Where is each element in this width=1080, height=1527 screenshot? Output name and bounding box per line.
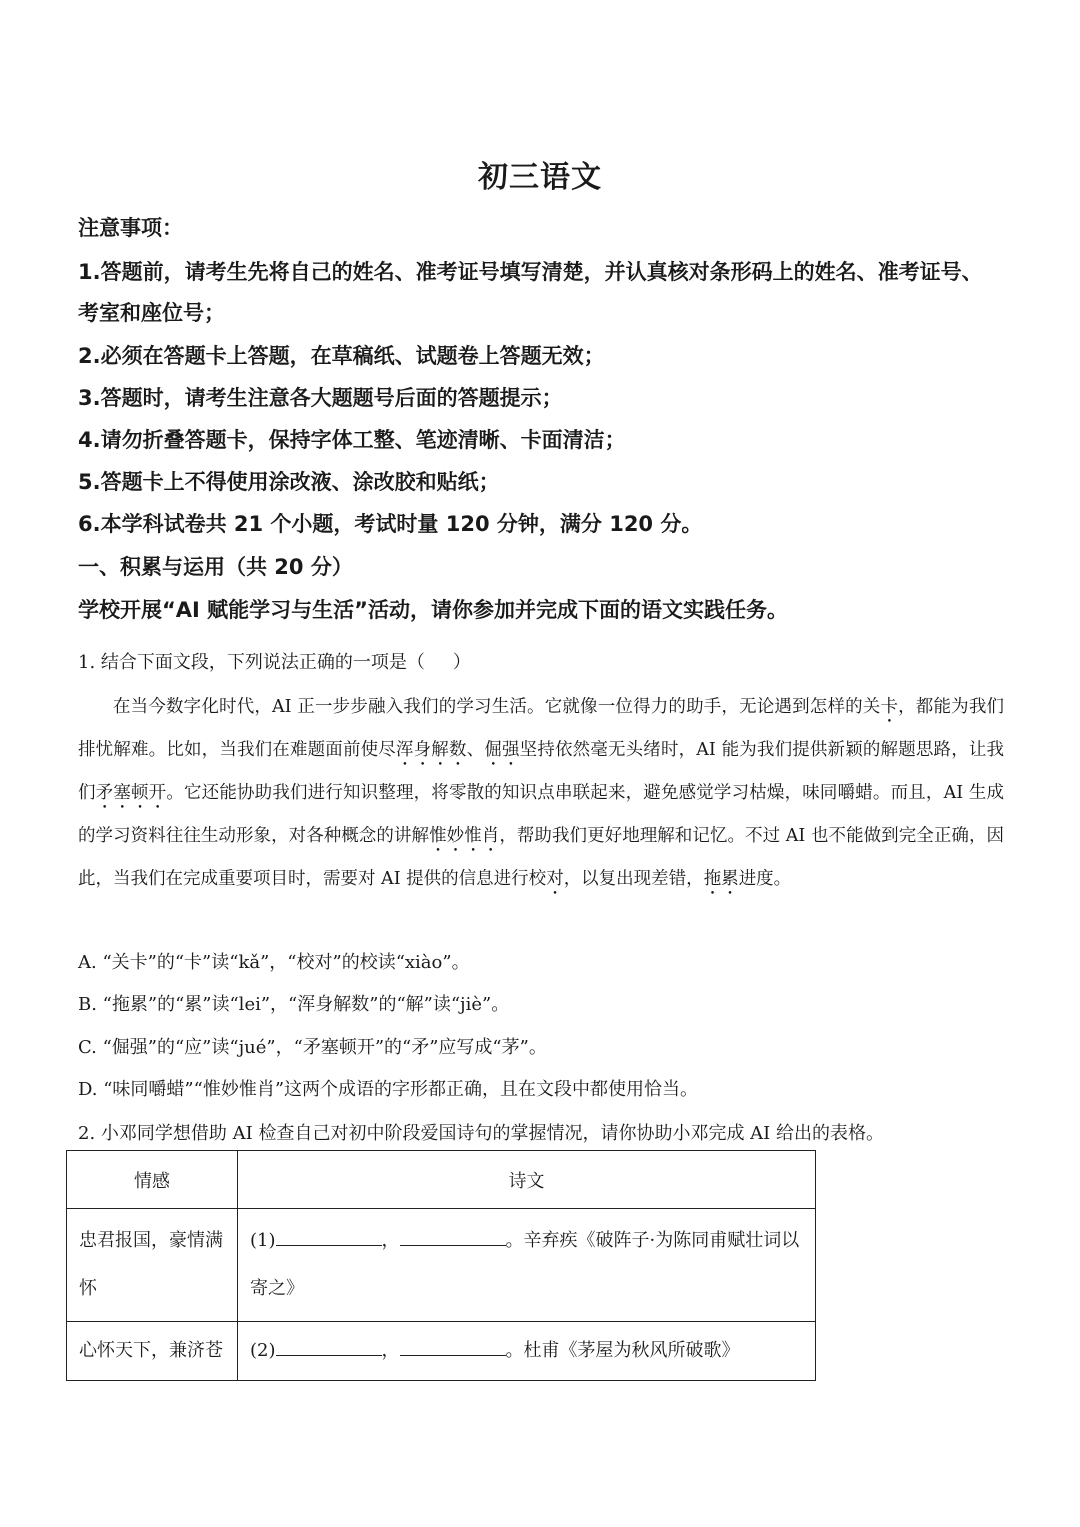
passage-text: ，都能为我们排忧解难。比如，当我们在难题面前使尽 <box>78 697 1004 760</box>
blank-separator: ， <box>381 1230 400 1251</box>
table-header-row <box>67 1151 816 1209</box>
table-row <box>67 1322 816 1381</box>
question-1-passage <box>78 686 1004 901</box>
passage-text: ，以复出现差错， <box>563 869 704 889</box>
answer-blank[interactable] <box>276 1227 382 1246</box>
row-poem <box>238 1209 816 1322</box>
header-emotion: 情感 <box>67 1151 238 1209</box>
header-poem: 诗文 <box>238 1151 816 1209</box>
option-b: B. “拖累”的“累”读“lei”，“浑身解数”的“解”读“jiè”。 <box>78 994 510 1015</box>
answer-blank[interactable] <box>276 1337 382 1356</box>
notice-item-5: 5.答题卡上不得使用涂改液、涂改胶和贴纸； <box>78 470 500 494</box>
question-1-stem-close: ） <box>452 652 471 673</box>
dotted-word: 对 <box>546 869 564 889</box>
blank-number: (2) <box>250 1340 276 1361</box>
passage-text: 。它还能协助我们进行知识整理，将零散的知识点串联起来，避免感觉学习枯燥，味同嚼蜡。而且，AI 生成的学习资料往往生动形象，对各种概念的讲解 <box>78 783 1005 846</box>
poem-source: 。杜甫《茅屋为秋风所破歌》 <box>505 1340 740 1361</box>
question-1-stem-text: 1. 结合下面文段，下列说法正确的一项是（ <box>78 652 425 673</box>
question-1-stem <box>78 648 471 674</box>
option-a: A. “关卡”的“卡”读“kǎ”，“校对”的校读“xiào”。 <box>78 952 470 973</box>
row-emotion: 心怀天下，兼济苍 <box>67 1322 238 1381</box>
notice-item-2: 2.必须在答题卡上答题，在草稿纸、试题卷上答题无效； <box>78 344 605 368</box>
blank-separator: ， <box>381 1340 400 1361</box>
notice-item-6: 6.本学科试卷共 21 个小题，考试时量 120 分钟，满分 120 分。 <box>78 512 703 536</box>
table-row <box>67 1209 816 1322</box>
section-heading: 一、积累与运用（共 20 分） <box>78 555 353 579</box>
dotted-word: 拖累 <box>703 869 739 889</box>
passage-text: 进度。 <box>738 869 792 889</box>
section-intro: 学校开展“AI 赋能学习与生活”活动，请你参加并完成下面的语文实践任务。 <box>78 598 788 622</box>
row-emotion: 忠君报国，豪情满怀 <box>67 1209 238 1322</box>
option-c: C. “倔强”的“应”读“jué”，“矛塞顿开”的“矛”应写成“茅”。 <box>78 1037 547 1058</box>
option-d: D. “味同嚼蜡”“惟妙惟肖”这两个成语的字形都正确，且在文段中都使用恰当。 <box>78 1079 699 1100</box>
blank-number: (1) <box>250 1230 276 1251</box>
notice-item-4: 4.请勿折叠答题卡，保持字体工整、笔迹清晰、卡面清洁； <box>78 428 626 452</box>
dotted-word: 矛塞顿开 <box>95 783 167 803</box>
answer-blank[interactable] <box>400 1227 506 1246</box>
dotted-word: 惟妙惟肖 <box>429 826 500 846</box>
dotted-word: 卡 <box>880 697 899 717</box>
poem-table <box>66 1150 816 1381</box>
dotted-word: 浑身解数 <box>395 740 467 760</box>
notice-item-1: 1.答题前，请考生先将自己的姓名、准考证号填写清楚，并认真核对条形码上的姓名、准考证号、 <box>78 260 983 284</box>
notice-item-1-continued: 考室和座位号； <box>78 301 225 325</box>
passage-text: 、 <box>466 740 485 760</box>
answer-blank[interactable] <box>400 1337 506 1356</box>
notice-item-3: 3.答题时，请考生注意各大题题号后面的答题提示； <box>78 386 563 410</box>
notice-heading: 注意事项： <box>78 216 183 240</box>
passage-text: ，帮助我们更好地理解和记忆。不过 AI 也不能做到完全正确，因此，当我们在完成重要项目时，需要对 AI 提供的信息进行校 <box>78 826 1005 889</box>
question-2-stem: 2. 小邓同学想借助 AI 检查自己对初中阶段爱国诗句的掌握情况，请你协助小邓完成 AI 给出的表格。 <box>78 1123 884 1144</box>
poem-source: 。辛弃疾《破阵子·为陈同甫赋壮词以寄之》 <box>250 1230 800 1299</box>
passage-text: 在当今数字化时代，AI 正一步步融入我们的学习生活。它就像一位得力的助手，无论遇到怎样的关 <box>113 697 881 717</box>
passage-text: 坚持依然毫无头绪时，AI 能为我们提供新颖的解题思路，让我们 <box>78 740 1005 803</box>
page-title: 初三语文 <box>478 160 602 195</box>
row-poem <box>238 1322 816 1381</box>
dotted-word: 倔强 <box>484 740 520 760</box>
